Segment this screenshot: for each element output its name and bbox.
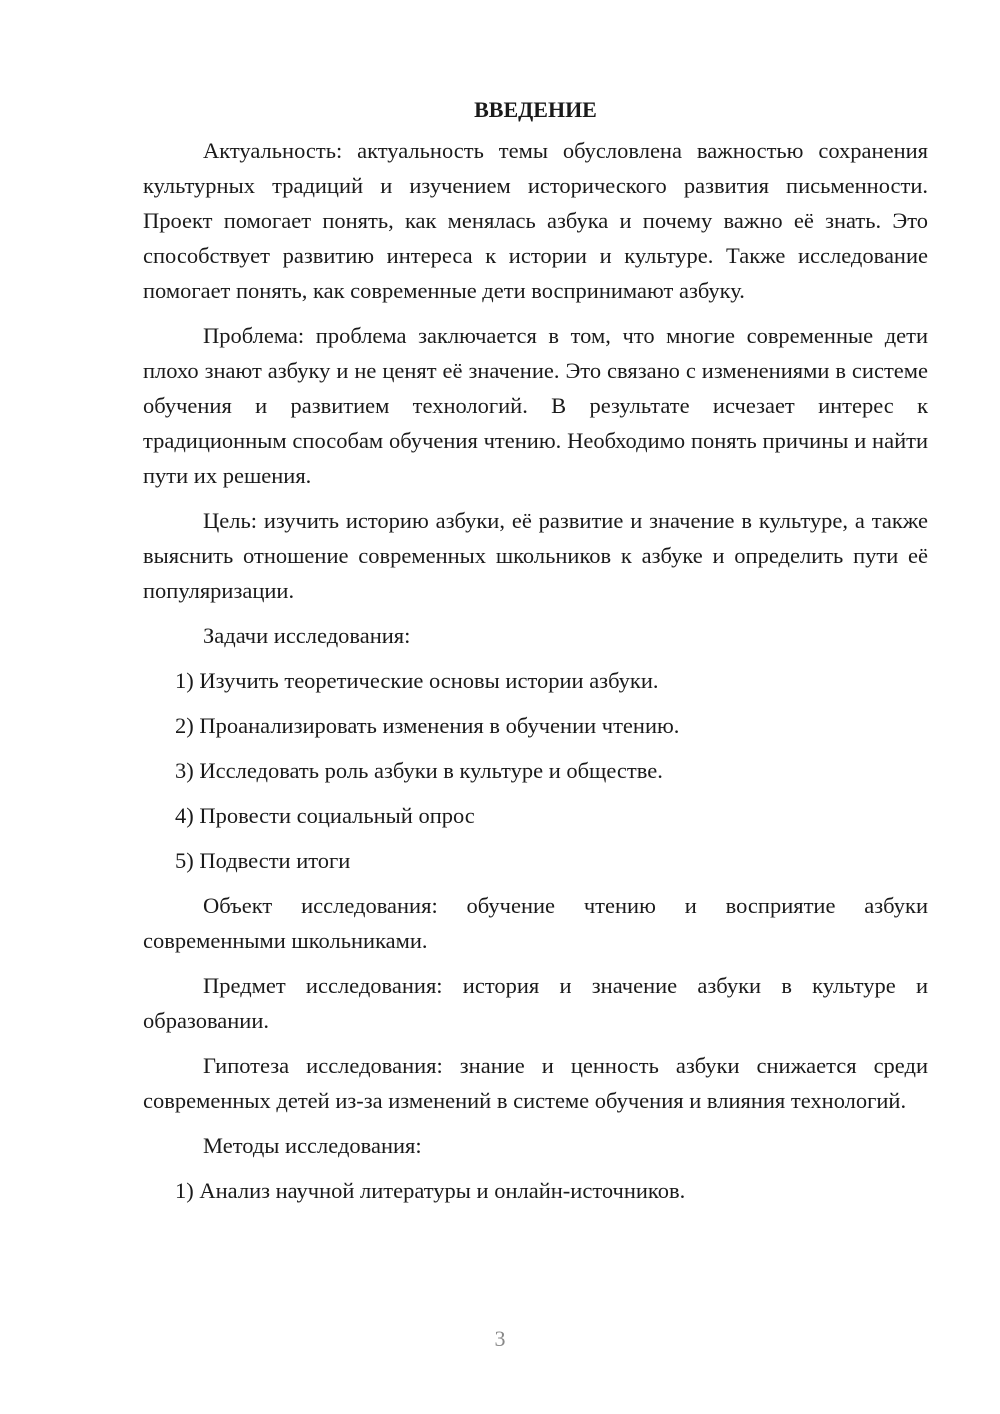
paragraph-relevance: Актуальность: актуальность темы обусловлена важностью сохранения культурных традиций и изучением исторического развития письменности. Проект помогает понять, как менялась азбука и почему важно её знать. Это способствует развитию интереса к истории и культуре. Также исследование помогает понять, как современные дети воспринимают азбуку.: [143, 138, 928, 303]
paragraph-object: Объект исследования: обучение чтению и восприятие азбуки современными школьниками.: [143, 893, 928, 953]
tasks-heading: Задачи исследования:: [203, 623, 411, 648]
paragraph-goal: Цель: изучить историю азбуки, её развитие и значение в культуре, а также выяснить отношение современных школьников к азбуке и определить пути её популяризации.: [143, 508, 928, 603]
method-item-1: 1) Анализ научной литературы и онлайн-источников.: [175, 1178, 686, 1203]
methods-heading: Методы исследования:: [203, 1133, 422, 1158]
document-page: [143, 92, 928, 1218]
page-number: 3: [494, 1326, 506, 1351]
task-item-3: 3) Исследовать роль азбуки в культуре и обществе.: [175, 758, 663, 783]
paragraph-hypothesis: Гипотеза исследования: знание и ценность азбуки снижается среди современных детей из-за изменений в системе обучения и влияния технологий.: [143, 1053, 928, 1113]
paragraph-problem: Проблема: проблема заключается в том, что многие современные дети плохо знают азбуку и не ценят её значение. Это связано с изменениями в системе обучения и развитием технологий. В результате исчезает интерес к традиционным способам обучения чтению. Необходимо понять причины и найти пути их решения.: [143, 323, 928, 488]
task-item-4: 4) Провести социальный опрос: [175, 803, 475, 828]
task-item-5: 5) Подвести итоги: [175, 848, 351, 873]
document-title: ВВЕДЕНИЕ: [474, 97, 597, 122]
paragraph-subject: Предмет исследования: история и значение азбуки в культуре и образовании.: [143, 973, 928, 1033]
task-item-1: 1) Изучить теоретические основы истории азбуки.: [175, 668, 659, 693]
task-item-2: 2) Проанализировать изменения в обучении чтению.: [175, 713, 680, 738]
